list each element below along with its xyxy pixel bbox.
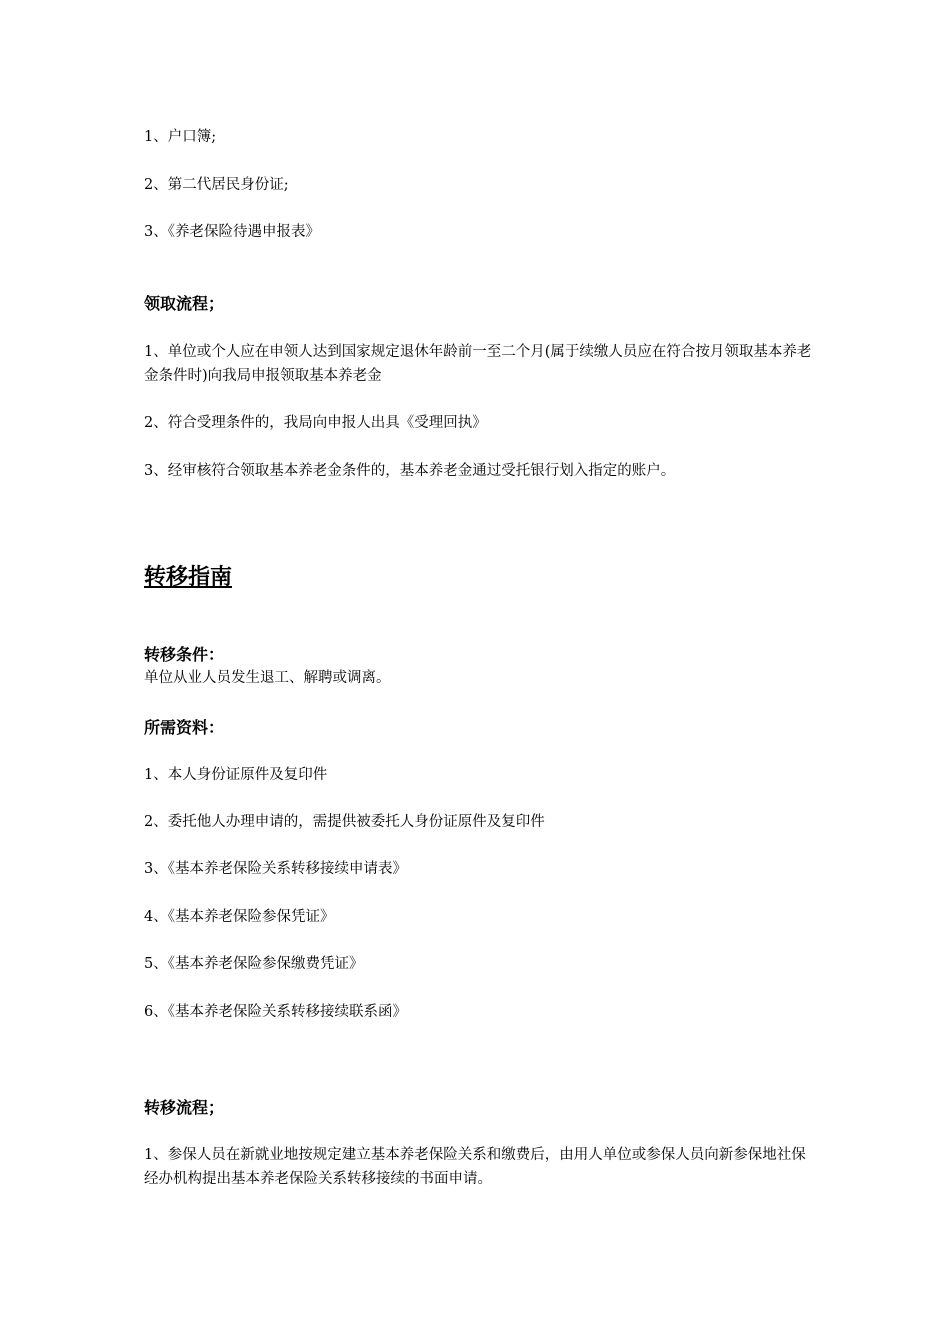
list-item: 3、《基本养老保险关系转移接续申请表》 [144,861,407,877]
section-heading: 转移条件： [144,645,225,664]
body-text: 单位从业人员发生退工、解聘或调离。 [144,670,391,686]
section-heading: 领取流程； [144,294,225,313]
list-item: 1、户口簿; [144,129,217,145]
list-item: 3、《养老保险待遇申报表》 [144,224,320,240]
list-item: 1、单位或个人应在申领人达到国家规定退休年龄前一至二个月(属于续缴人员应在符合按月领取基本养老金条件时)向我局申报领取基本养老金 [144,344,812,384]
list-item: 1、参保人员在新就业地按规定建立基本养老保险关系和缴费后，由用人单位或参保人员向新参保地社保经办机构提出基本养老保险关系转移接续的书面申请。 [144,1147,806,1187]
list-item: 2、委托他人办理申请的，需提供被委托人身份证原件及复印件 [144,814,545,830]
section-heading: 所需资料： [144,718,225,737]
list-item: 5、《基本养老保险参保缴费凭证》 [144,956,364,972]
list-item: 2、符合受理条件的，我局向申报人出具《受理回执》 [144,415,487,431]
list-item: 6、《基本养老保险关系转移接续联系函》 [144,1004,407,1020]
page-title: 转移指南 [144,565,233,590]
section-heading: 转移流程； [144,1098,225,1117]
list-item: 3、经审核符合领取基本养老金条件的，基本养老金通过受托银行划入指定的账户。 [144,463,676,479]
list-item: 4、《基本养老保险参保凭证》 [144,909,335,925]
list-item: 2、第二代居民身份证; [144,177,289,193]
list-item: 1、本人身份证原件及复印件 [144,767,328,783]
